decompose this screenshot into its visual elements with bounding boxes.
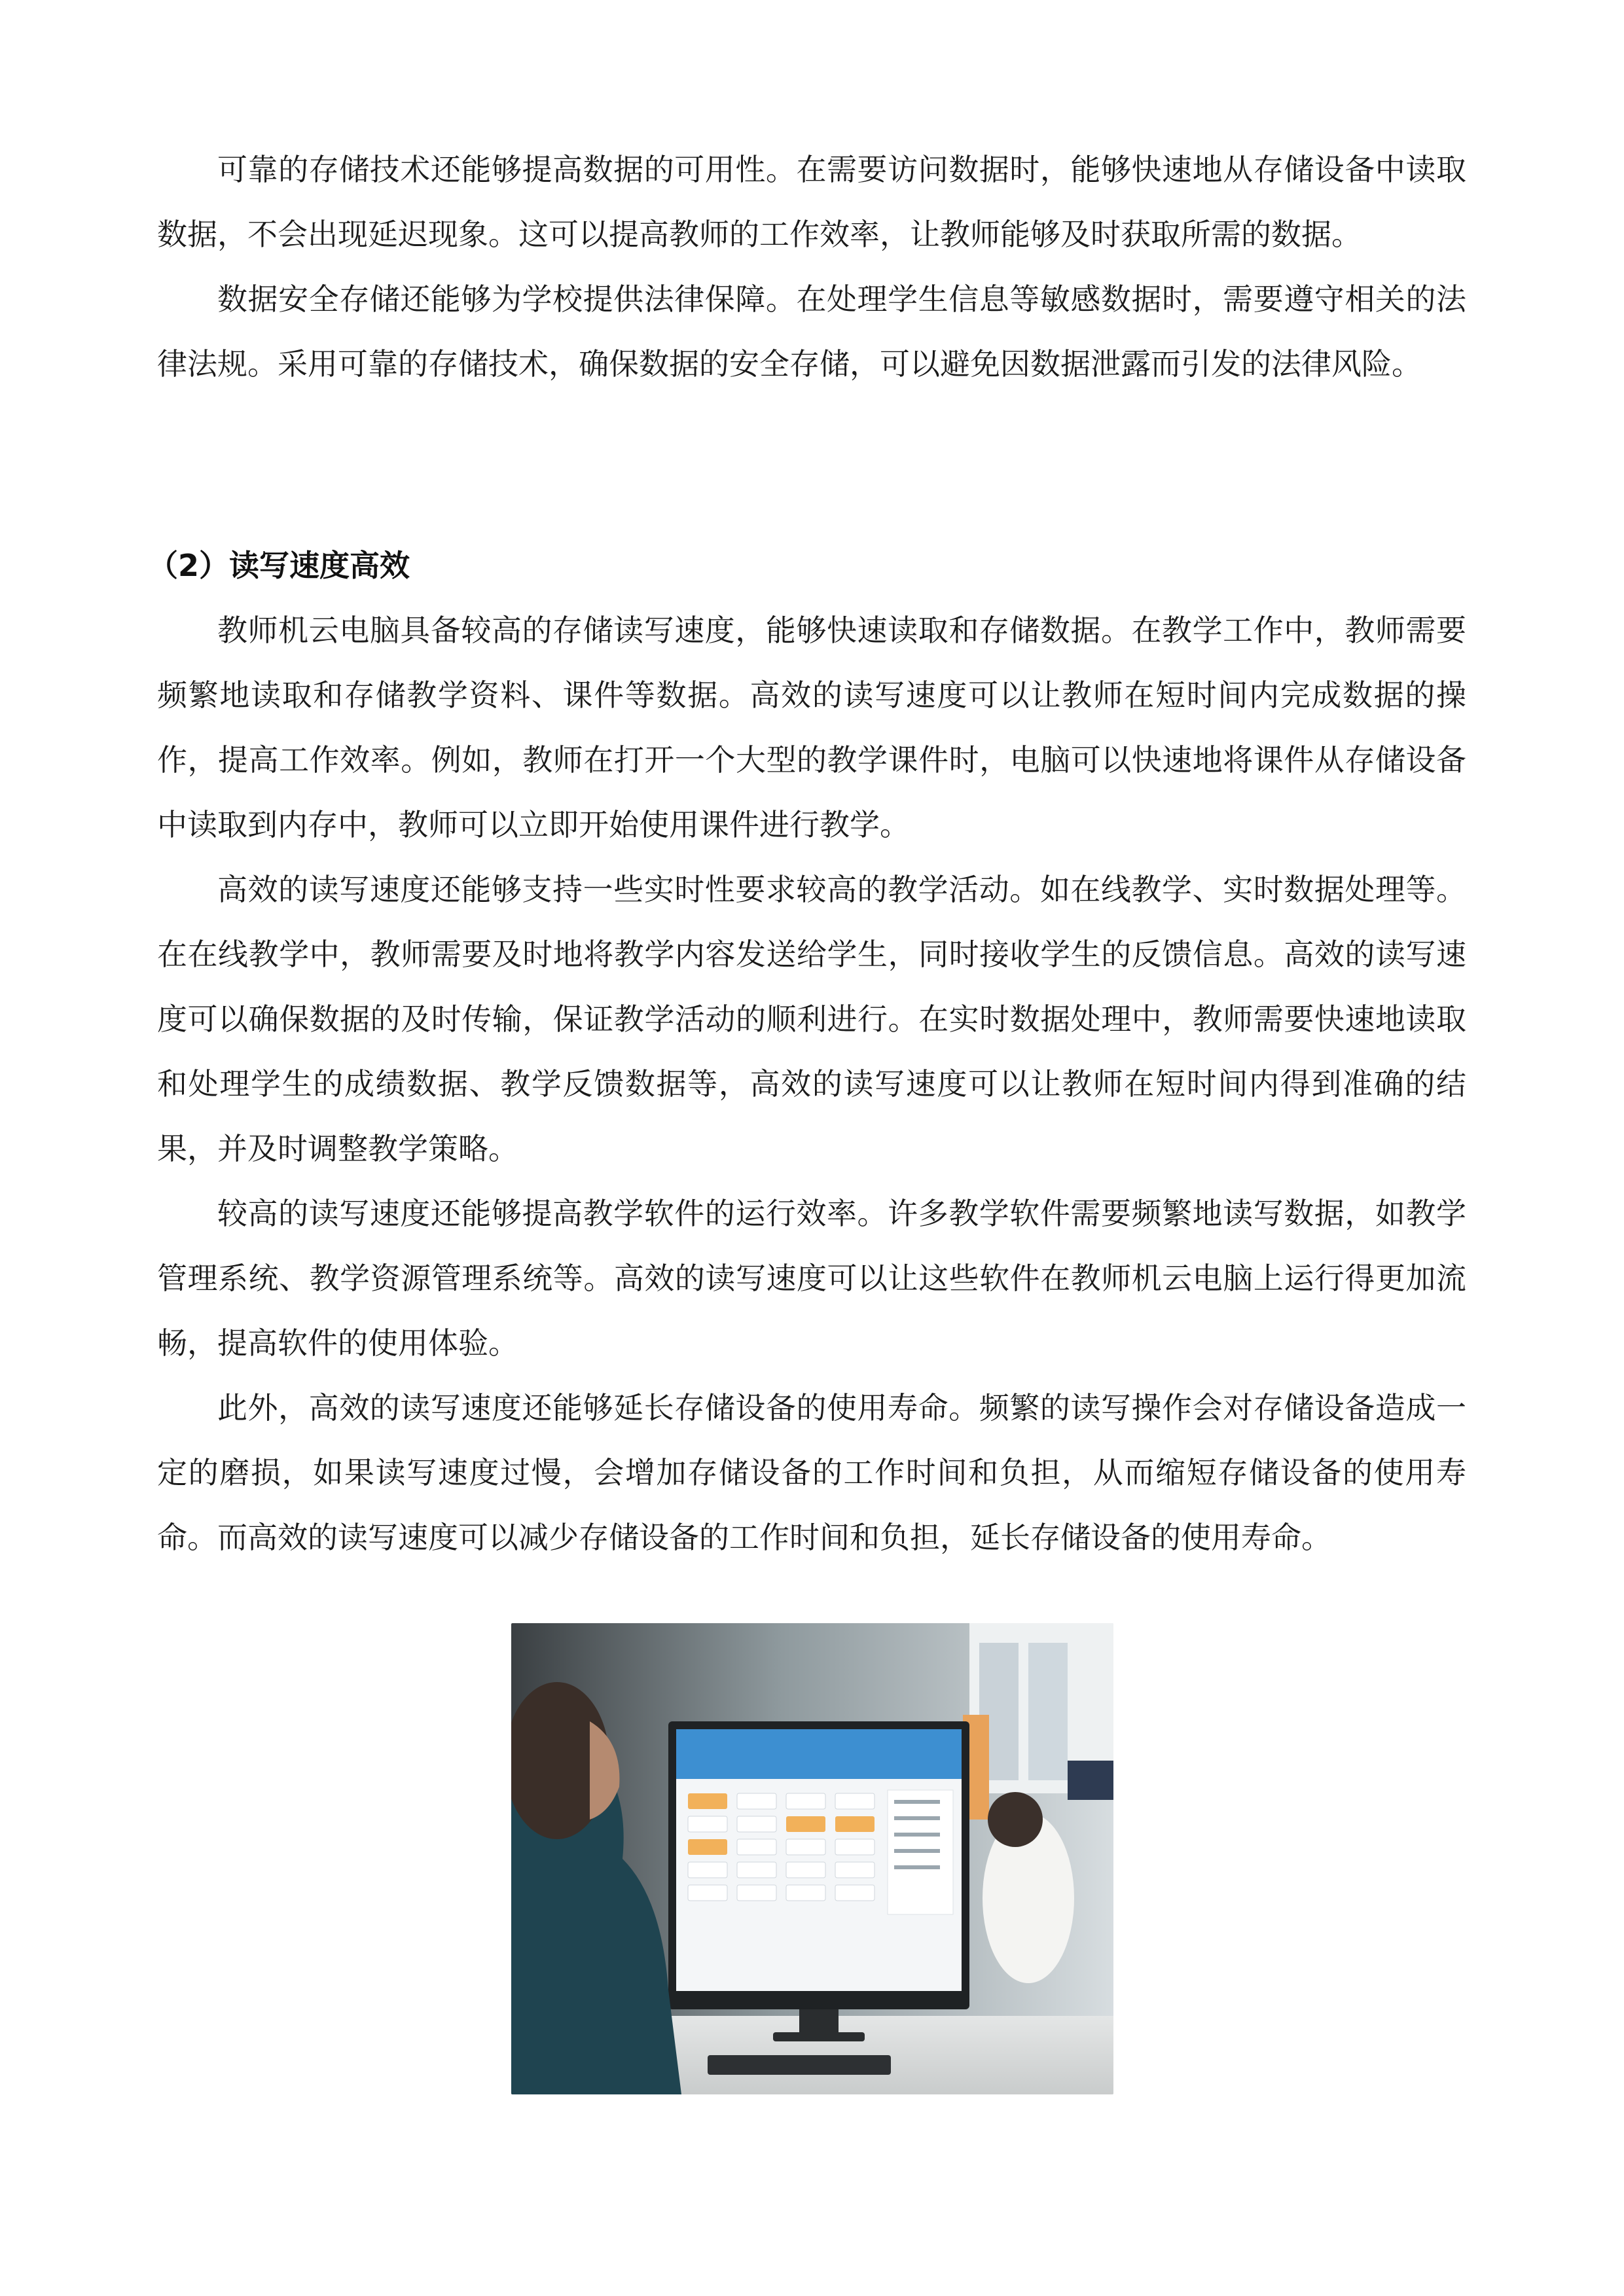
section-2: [148, 533, 1466, 1570]
paragraph: 此外，高效的读写速度还能够延长存储设备的使用寿命。频繁的读写操作会对存储设备造成一定的磨损，如果读写速度过慢，会增加存储设备的工作时间和负担，从而缩短存储设备的使用寿命。而高效的读写速度可以减少存储设备的工作时间和负担，延长存储设备的使用寿命。: [157, 1390, 1466, 1555]
paragraph: 教师机云电脑具备较高的存储读写速度，能够快速读取和存储数据。在教学工作中，教师需要频繁地读取和存储教学资料、课件等数据。高效的读写速度可以让教师在短时间内完成数据的操作，提高工作效率。例如，教师在打开一个大型的教学课件时，电脑可以快速地将课件从存储设备中读取到内存中，教师可以立即开始使用课件进行教学。: [157, 613, 1466, 842]
classroom-photo: [511, 1623, 1113, 2094]
paragraph: 高效的读写速度还能够支持一些实时性要求较高的教学活动。如在线教学、实时数据处理等。在在线教学中，教师需要及时地将教学内容发送给学生，同时接收学生的反馈信息。高效的读写速度可以确保数据的及时传输，保证教学活动的顺利进行。在实时数据处理中，教师需要快速地读取和处理学生的成绩数据、教学反馈数据等，高效的读写速度可以让教师在短时间内得到准确的结果，并及时调整教学策略。: [157, 872, 1466, 1166]
paragraph: 可靠的存储技术还能够提高数据的可用性。在需要访问数据时，能够快速地从存储设备中读取数据，不会出现延迟现象。这可以提高教师的工作效率，让教师能够及时获取所需的数据。: [157, 152, 1466, 252]
section-heading: （2）读写速度高效: [148, 548, 410, 583]
top-text-block: [157, 137, 1466, 397]
paragraph: 较高的读写速度还能够提高教学软件的运行效率。许多教学软件需要频繁地读写数据，如教学管理系统、教学资源管理系统等。高效的读写速度可以让这些软件在教师机云电脑上运行得更加流畅，提高软件的使用体验。: [157, 1196, 1466, 1361]
paragraph: 数据安全存储还能够为学校提供法律保障。在处理学生信息等敏感数据时，需要遵守相关的法律法规。采用可靠的存储技术，确保数据的安全存储，可以避免因数据泄露而引发的法律风险。: [157, 281, 1466, 382]
